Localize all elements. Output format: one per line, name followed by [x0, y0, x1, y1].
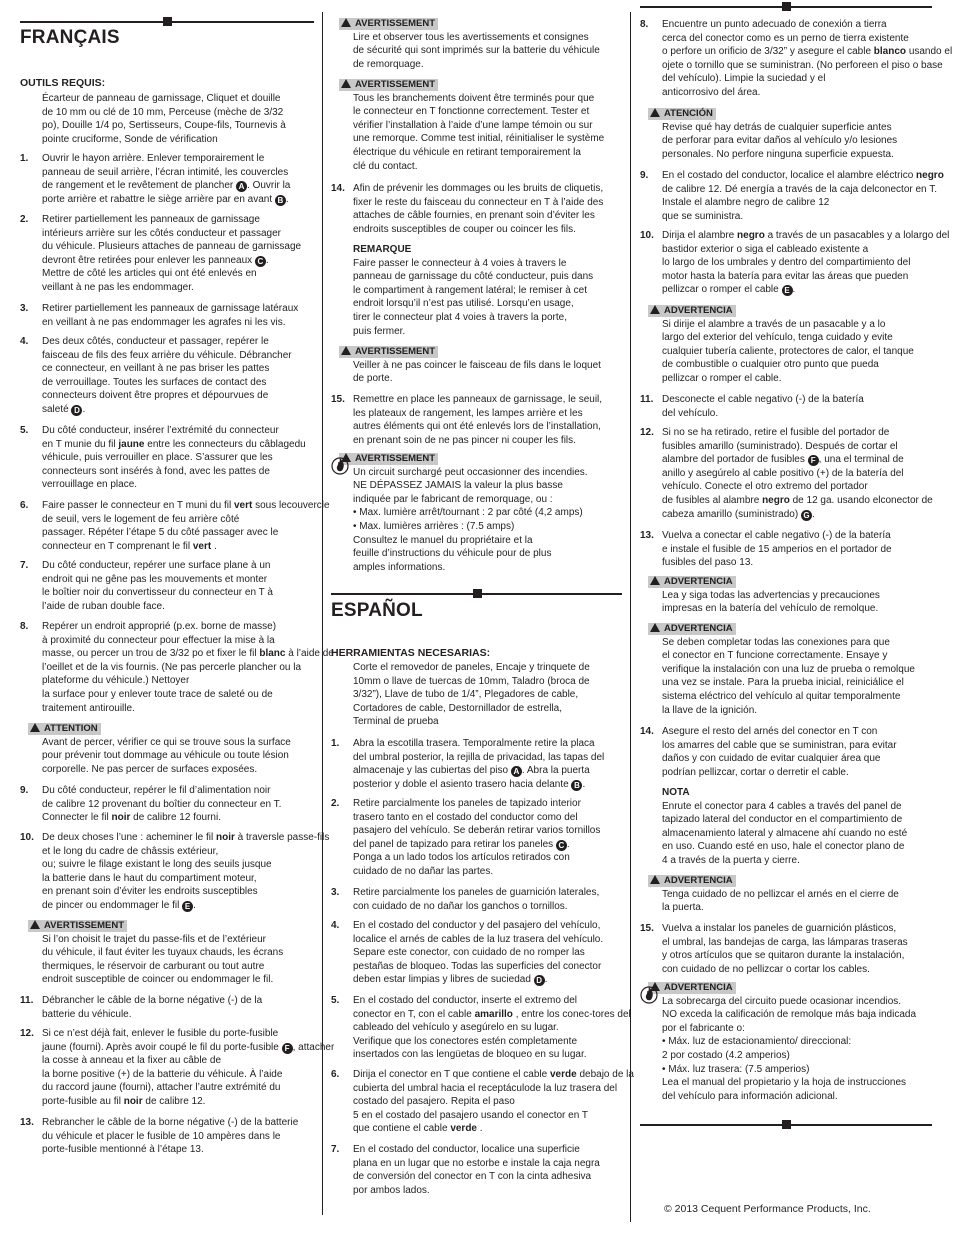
- warning-triangle-icon: [650, 576, 660, 585]
- es-step-10: 10. Dirija el alambre negro a través de un pasacables y a lolargo del bastidor exterior o siga el cableado existente a lo largo de los umbrales y dentro del compartimiento del motor hasta la batería para evitar las áreas que pueden pellizcar o romper el cable E .: [640, 230, 950, 296]
- es-step-6: 6. Dirija el conector en T que contiene el cable verde debajo de la cubierta del umbral hacia el receptáculode la luz trasera del costado del pasajero. Repita el paso 5 en el costado del pasajero usando el conector en T que contiene el cable verde .: [331, 1069, 634, 1135]
- es-advertencia-4: ADVERTENCIA Tenga cuidado de no pellizcar el arnés en el cierre de la puerta.: [640, 874, 932, 915]
- warning-triangle-icon: [341, 346, 351, 355]
- es-step-8: 8. Encuentre un punto adecuado de conexión a tierra cerca del conector como es un perno de tierra existente o perfore un orificio de 3/32” y asegure el cable blanco usando el ojete o tornillo que se suministran. (No perforeen el piso o base del vehículo). Limpie la suciedad y el anticorrosivo del área.: [640, 19, 953, 98]
- callout-marker-icon: E: [182, 901, 193, 912]
- copyright: © 2013 Cequent Performance Products, Inc.: [664, 1203, 871, 1215]
- warning-triangle-icon: [30, 920, 40, 929]
- es-step-5: 5. En el costado del conductor, inserte el extremo del conector en T, con el cable amarillo , entre los conec-tores del cableado del vehículo y asegúrelo en su lugar. Verifique que los conectores estén completamente insertados con las lengüetas de bloqueo en su lugar.: [331, 995, 631, 1061]
- callout-marker-icon: A: [511, 766, 522, 777]
- warning-label: ADVERTENCIA: [648, 875, 736, 887]
- warning-triangle-icon: [341, 453, 351, 462]
- warning-triangle-icon: [650, 982, 660, 991]
- fr-avertissement-1: AVERTISSEMENT Si l’on choisit le trajet du passe-fils et de l’extérieur du véhicule, il faut éviter les tuyaux chauds, les écrans thermiques, le réservoir de carburant ou tout autre endroit susceptible de coincer ou endommager le fil.: [20, 919, 314, 987]
- fr-step-6: 6. Faire passer le connecteur en T muni du fil vert sous lecouvercle de seuil, vers le logement de feu arrière côté passager. Répéter l’étape 5 du côté passager avec le connecteur en T comprenant le fil vert .: [20, 500, 330, 552]
- warning-triangle-icon: [650, 305, 660, 314]
- callout-marker-icon: A: [236, 181, 247, 192]
- warning-label: ADVERTENCIA: [648, 623, 736, 635]
- warning-triangle-icon: [650, 875, 660, 884]
- fr-step-1: 1. Ouvrir le hayon arrière. Enlever temporairement le panneau de seuil arrière, l’écran intimité, les couvercles de rangement et le revêtement de plancher A . Ouvrir la porte arrière et rabattre le siège arrière par en avant B .: [20, 153, 291, 205]
- fr-avertissement-2: AVERTISSEMENT Lire et observer tous les avertissements et consignes de sécurité qui sont imprimés sur la batterie du véhicule de remorquage.: [331, 17, 622, 71]
- es-advertencia-2: ADVERTENCIA Lea y siga todas las advertencias y precauciones impresas en la batería del vehículo de remolque.: [640, 575, 932, 616]
- fr-avertissement-3: AVERTISSEMENT Tous les branchements doivent être terminés pour que le connecteur en T fonctionne correctement. Tester et vérifier l’installation à l’aide d’une lampe témoin ou sur une remorque. Comme test initial, réinitialiser le système électrique du véhicule en retirant temporairement la clé du contact.: [331, 78, 622, 173]
- es-advertencia-5: ADVERTENCIA La sobrecarga del circuito puede ocasionar incendios. NO exceda la calificación de remolque más baja indicada por el fabricante o: • Máx. luz de estacionamiento/ direccional: 2 por costado (4.2 amperios) • Máx. luz trasera: (7.5 amperios) Lea el manual del propietario y la hoja de instrucciones del vehículo para información adicional.: [640, 981, 932, 1103]
- es-step-1: 1. Abra la escotilla trasera. Temporalmente retire la placa del umbral posterior, la rejilla de privacidad, las tapas del almacenaje y las cubiertas del piso A . Abra la puerta posterior y doble el asiento trasero hacia delante B .: [331, 738, 605, 790]
- fr-attention: ATTENTION Avant de percer, vérifier ce qui se trouve sous la surface pour prévenir tout dommage au véhicule ou toute lésion corporelle. Ne pas percer de surfaces exposées.: [20, 722, 314, 776]
- warning-label: AVERTISSEMENT: [28, 920, 127, 932]
- fr-remarque: REMARQUE Faire passer le connecteur à 4 voies à travers le panneau de garnissage du côté conducteur, puis dans le compartiment à rangement latéral; le remiser à cet endroit lorsqu’il n’est pas utilisé. Lorsqu’en usage, tirer le connecteur plat 4 voies à travers la porte, puis fermer.: [353, 244, 594, 337]
- fr-step-9: 9. Du côté conducteur, repérer le fil d’alimentation noir de calibre 12 provenant du boîtier du connecteur en T. Connecter le fil noir de calibre 12 fourni.: [20, 785, 282, 824]
- es-step-12: 12. Si no se ha retirado, retire el fusible del portador de fusibles amarillo (suministrado). Después de cortar el alambre del portador de fusibles F , una el terminal de anillo y asegúrelo al cable positivo (+) de la batería del vehículo. Conecte el otro extremo del portador de fusibles al alambre negro de 12 ga. usando elconector de cabeza amarillo (suministrado) G .: [640, 427, 933, 520]
- es-step-11: 11. Desconecte el cable negativo (-) de la batería del vehículo.: [640, 394, 864, 419]
- fr-step-11: 11. Débrancher le câble de la borne négative (-) de la batterie du véhicule.: [20, 995, 263, 1020]
- es-step-9: 9. En el costado del conductor, localice el alambre eléctrico negro de calibre 12. Dé energía a través de la caja delconector en T. Instale el alambre negro de calibre 12 que se suministra.: [640, 170, 944, 222]
- section-rule-top-right: [640, 6, 932, 8]
- callout-marker-icon: D: [71, 405, 82, 416]
- callout-marker-icon: C: [255, 256, 266, 267]
- section-rule-middle: [331, 593, 622, 595]
- es-step-4: 4. En el costado del conductor y del pasajero del vehículo, localice el arnés de cables de la luz trasera del vehículo. Separe este conector, con cuidado de no romper las pestañas de bloqueo. Todas las superficies del conector deben estar limpias y libres de suciedad D .: [331, 920, 604, 986]
- section-rule-top-left: [20, 21, 314, 23]
- warning-label: ADVERTENCIA: [648, 576, 736, 588]
- fr-step-4: 4. Des deux côtés, conducteur et passager, repérer le faisceau de fils des feux arrière du véhicule. Débrancher ce connecteur, en veillant à ne pas briser les pattes de verrouillage. Toutes les surfaces de contact des connecteurs doivent être propres et dépourvues de saleté D .: [20, 336, 292, 415]
- callout-marker-icon: C: [556, 840, 567, 851]
- fr-step-15: 15. Remettre en place les panneaux de garnissage, le seuil, les plateaux de rangement, les lampes arrière et les autres éléments qui ont été enlevés lors de l’installation, en prenant soin de ne pas pincer ni couper les fils.: [331, 394, 603, 446]
- fr-tools-title: OUTILS REQUIS:: [20, 77, 106, 89]
- callout-marker-icon: D: [534, 975, 545, 986]
- callout-marker-icon: B: [275, 195, 286, 206]
- es-step-3: 3. Retire parcialmente los paneles de guarnición laterales, con cuidado de no dañar los ganchos o tornillos.: [331, 887, 600, 912]
- es-step-2: 2. Retire parcialmente los paneles de tapizado interior trasero tanto en el costado del conductor como del pasajero del vehículo. Se deberán retirar varios tornillos del panel de tapizado para retirar los paneles C . Ponga a un lado todos los artículos retirados con cuidado de no dañar las partes.: [331, 798, 601, 877]
- warning-label: ADVERTENCIA: [648, 305, 736, 317]
- es-tools-title: HERRAMIENTAS NECESARIAS:: [331, 647, 491, 659]
- fr-step-7: 7. Du côté conducteur, repérer une surface plane à un endroit qui ne gêne pas les mouvements et monter le boîtier noir du convertisseur du connecteur en T à l’aide de ruban double face.: [20, 560, 273, 612]
- fr-step-2: 2. Retirer partiellement les panneaux de garnissage intérieurs arrière sur les côtés conducteur et passager du véhicule. Plusieurs attaches de panneau de garnissage devront être retirées pour enlever les panneaux C . Mettre de côté les articles qui ont été enlevés en veillant à ne pas les endommager.: [20, 214, 302, 293]
- es-step-7: 7. En el costado del conductor, localice una superficie plana en un lugar que no estorbe e instale la caja negra de conversión del conector en T con la cinta adhesiva por ambos lados.: [331, 1144, 600, 1196]
- fr-avertissement-4: AVERTISSEMENT Veiller à ne pas coincer le faisceau de fils dans le loquet de porte.: [331, 345, 622, 386]
- warning-triangle-icon: [341, 79, 351, 88]
- fr-step-10: 10. De deux choses l’une : acheminer le fil noir à traversle passe-fils et le long du cadre de châssis extérieur, ou; suivre le filage existant le long des seuils jusque la batterie dans le haut du compartiment moteur, en prenant soin d’éviter les endroits susceptibles de pincer ou endommager le fil E .: [20, 832, 330, 911]
- es-step-15: 15. Vuelva a instalar los paneles de guarnición plásticos, el umbral, las bandejas de carga, las lámparas traseras y otros artículos que se quitaron durante la instalación, con cuidado de no pellizcar o cortar los cables.: [640, 923, 908, 975]
- callout-marker-icon: F: [808, 455, 819, 466]
- warning-label: ADVERTENCIA: [648, 982, 736, 994]
- warning-label: AVERTISSEMENT: [339, 79, 438, 91]
- fr-tools-list: Écarteur de panneau de garnissage, Cliquet et douille de 10 mm ou clé de 10 mm, Perceuse (mèche de 3/32 po), Douille 1/4 po, Sertisseurs, Coupe-fils, Tournevis à pointe cruciforme, Sonde de vérification: [42, 93, 286, 145]
- warning-triangle-icon: [650, 108, 660, 117]
- warning-triangle-icon: [650, 623, 660, 632]
- warning-label: ATTENTION: [28, 723, 101, 735]
- fr-step-8: 8. Repérer un endroit approprié (p.ex. borne de masse) à proximité du connecteur pour effectuer la mise à la masse, ou percer un trou de 3/32 po et fixer le fil blanc à l’aide de l’oeillet et de la vis fournis. (Ne pas percerle plancher ou la plateforme du véhicule.) Nettoyer la surface pour y enlever toute trace de saleté ou de traitement antirouille.: [20, 621, 334, 714]
- warning-label: AVERTISSEMENT: [339, 346, 438, 358]
- es-advertencia-3: ADVERTENCIA Se deben completar todas las conexiones para que el conector en T funcione correctamente. Ensaye y verifique la instalación con una luz de prueba o remolque una vez se instale. Para la prueba inicial, reiniciálice el sistema eléctrico del vehículo al quitar temporalmente la llave de la ignición.: [640, 622, 932, 717]
- es-atencion: ATENCIÓN Revise qué hay detrás de cualquier superficie antes de perforar para evitar daños al vehículo y/o lesiones personales. No perfore ninguna superficie expuesta.: [640, 107, 932, 161]
- callout-marker-icon: G: [801, 510, 812, 521]
- callout-marker-icon: F: [282, 1043, 293, 1054]
- fr-step-12: 12. Si ce n’est déjà fait, enlever le fusible du porte-fusible jaune (fourni). Après avoir coupé le fil du porte-fusible F , attacher la cosse à anneau et la fixer au câble de la borne positive (+) de la batterie du véhicule. À l’aide du raccord jaune (fourni), attacher l’autre extrémité du porte-fusible au fil noir de calibre 12.: [20, 1028, 335, 1107]
- es-nota: NOTA Enrute el conector para 4 cables a través del panel de tapizado lateral del conductor en el compartimiento de almacenamiento lateral y almacene ahí cuando no esté en uso. Cuando esté en uso, hale el conector plano de 4 a través de la puerta y cierre.: [662, 787, 908, 866]
- spanish-heading: ESPAÑOL: [331, 600, 423, 621]
- warning-label: AVERTISSEMENT: [339, 453, 438, 465]
- french-heading: FRANÇAIS: [20, 27, 120, 48]
- fr-step-13: 13. Rebrancher le câble de la borne négative (-) de la batterie du véhicule et placer le fusible de 10 ampères dans le porte-fusible mentionné à l’étape 13.: [20, 1117, 299, 1156]
- warning-label: ATENCIÓN: [648, 108, 716, 120]
- fr-step-3: 3. Retirer partiellement les panneaux de garnissage latéraux en veillant à ne pas endommager les agrafes ni les vis.: [20, 303, 299, 328]
- fr-step-14: 14. Afin de prévenir les dommages ou les bruits de cliquetis, fixer le reste du faisceau du connecteur en T à l’aide des attaches de câble fournies, en prenant soin d’éviter les endroits susceptibles de couper ou coincer les fils.: [331, 183, 604, 235]
- fr-step-5: 5. Du côté conducteur, insérer l’extrémité du connecteur en T munie du fil jaune entre les connecteurs du câblagedu véhicule, puis verrouiller en place. S’assurer que les connecteurs sont insérés à fond, avec les pattes de verrouillage en place.: [20, 425, 306, 491]
- es-step-14: 14. Asegure el resto del arnés del conector en T con los amarres del cable que se suministran, para evitar daños y con cuidado de evitar cualquier área que podrían pellizcar, cortar o derretir el cable.: [640, 726, 897, 778]
- warning-triangle-icon: [341, 18, 351, 27]
- warning-triangle-icon: [30, 723, 40, 732]
- es-step-13: 13. Vuelva a conectar el cable negativo (-) de la batería e instale el fusible de 15 amperios en el portador de fusibles del paso 13.: [640, 530, 892, 569]
- es-advertencia-1: ADVERTENCIA Si dirije el alambre a través de un pasacable y a lo largo del exterior del vehículo, tenga cuidado y evite cualquier tubería caliente, protectores de calor, el tanque de combustible o cualquier otro punto que pueda pellizcar o romper el cable.: [640, 304, 932, 386]
- es-tools-list: Corte el removedor de paneles, Encaje y trinquete de 10mm o llave de tuercas de 10mm, Taladro (broca de 3/32”), Llave de tubo de 1/4”, Plegadores de cable, Cortadores de cable, Destornillador de estrella, Terminal de prueba: [353, 662, 590, 728]
- callout-marker-icon: E: [782, 285, 793, 296]
- section-rule-right-bottom: [640, 1124, 932, 1126]
- fr-avertissement-5: AVERTISSEMENT Un circuit surchargé peut occasionner des incendies. NE DÉPASSEZ JAMAIS la valeur la plus basse indiquée par le fabricant de remorquage, ou : • Max. lumière arrêt/tournant : 2 par côté (4,2 amps) • Max. lumières arrières : (7.5 amps) Consultez le manuel du propriétaire et la feuille d’instructions du véhicule pour de plus amples informations.: [331, 452, 622, 574]
- warning-label: AVERTISSEMENT: [339, 18, 438, 30]
- callout-marker-icon: B: [571, 780, 582, 791]
